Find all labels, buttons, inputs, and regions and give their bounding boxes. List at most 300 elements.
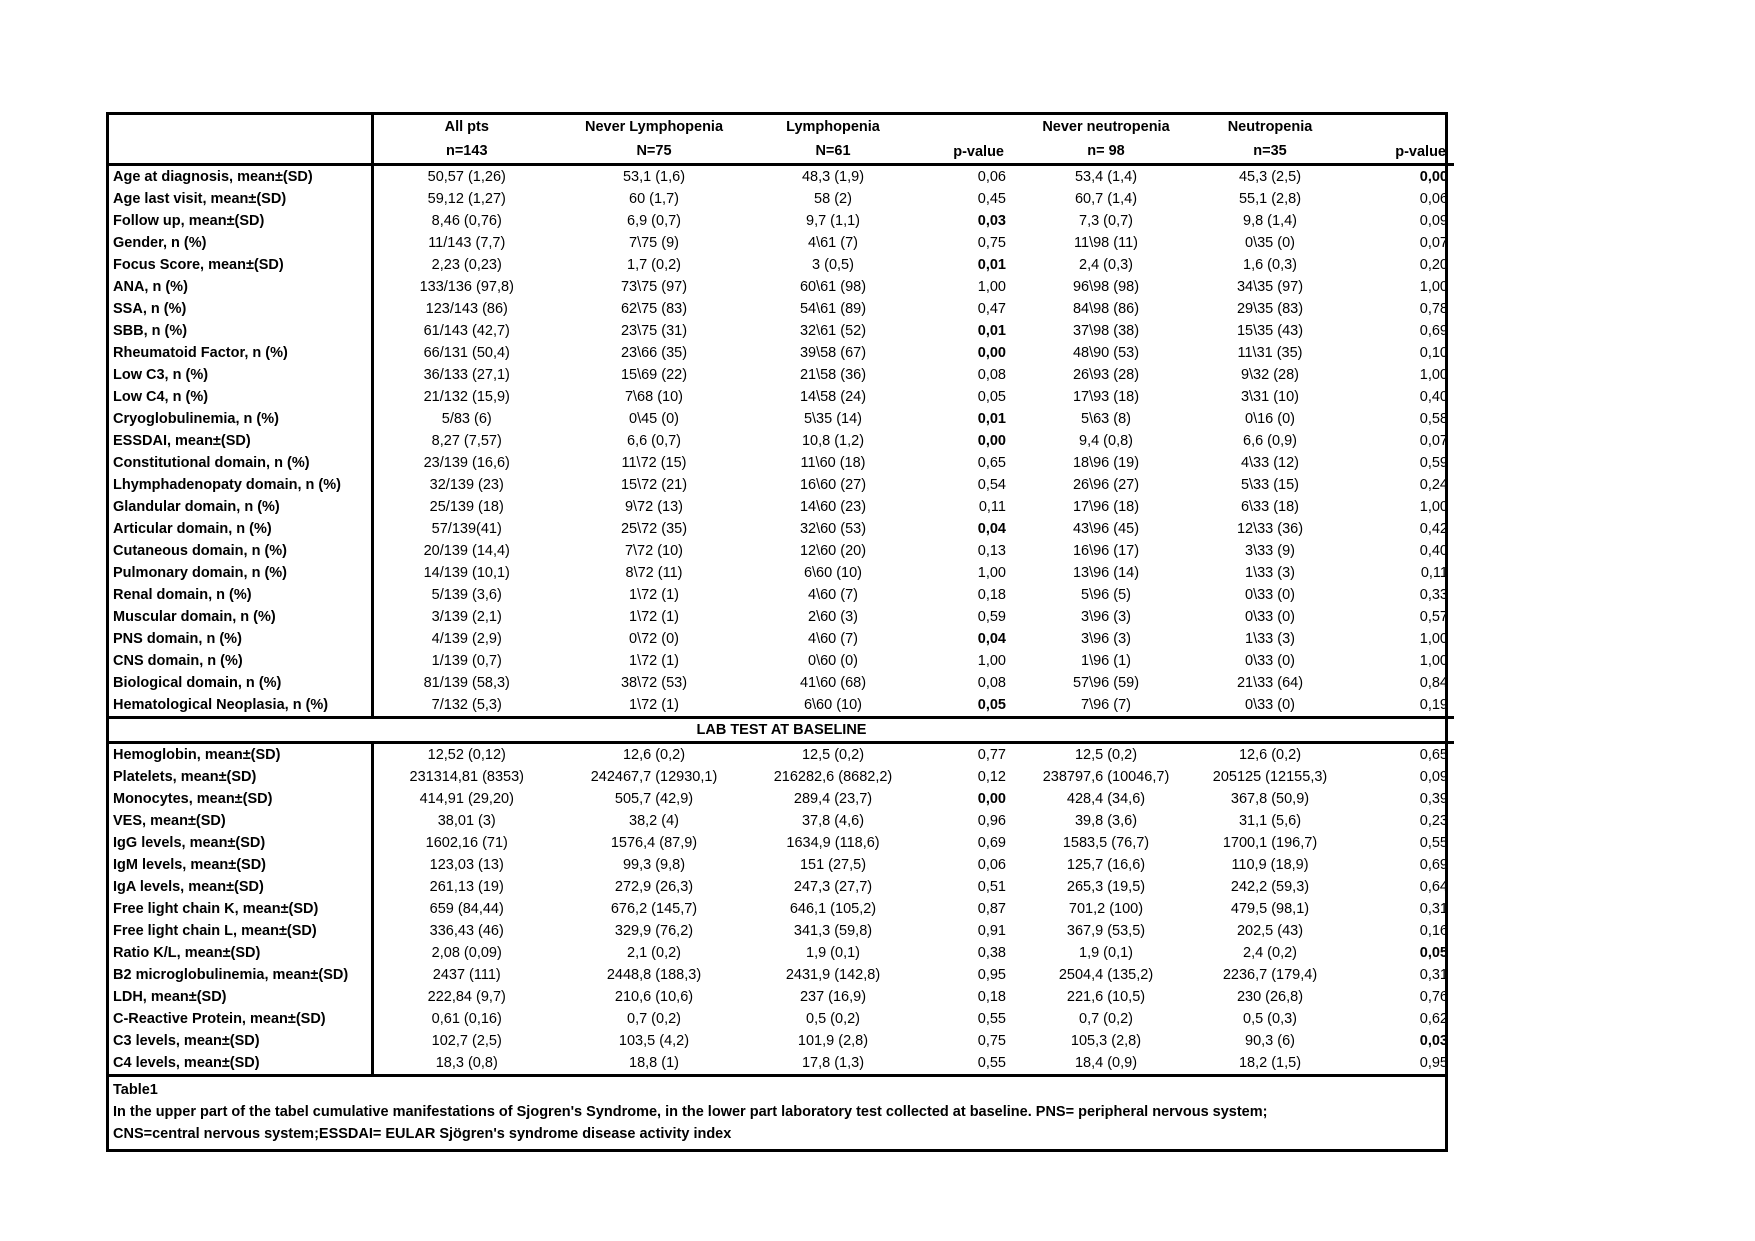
cell-lymphopenia: 5\35 (14) (803, 411, 863, 427)
row-label: Ratio K/L, mean±(SD) (109, 942, 372, 964)
cell-never-neutropenia: 12,5 (0,2) (1074, 747, 1138, 763)
cell-all-pts: 11/143 (7,7) (428, 235, 506, 251)
row-label: Low C4, n (%) (109, 386, 372, 408)
cell-never-neutropenia: 7\96 (7) (1081, 697, 1131, 713)
cell-p-value-neutro: 0,62 (1419, 1011, 1448, 1027)
row-label: IgM levels, mean±(SD) (109, 854, 372, 876)
cell-lymphopenia: 37,8 (4,6) (801, 813, 865, 829)
cell-lymphopenia: 12,5 (0,2) (801, 747, 865, 763)
cell-p-value-neutro: 0,03 (1419, 1033, 1448, 1049)
cell-never-neutropenia: 701,2 (100) (1068, 901, 1144, 917)
cell-all-pts: 261,13 (19) (429, 879, 504, 895)
table-row (109, 986, 1454, 1008)
cell-p-value-lymph: 0,75 (977, 235, 1006, 251)
row-label: Follow up, mean±(SD) (109, 210, 372, 232)
cell-never-lymphopenia: 272,9 (26,3) (614, 879, 694, 895)
cell-p-value-lymph: 0,00 (977, 791, 1006, 807)
table-row (109, 452, 1454, 474)
lower-section (109, 743, 1454, 1075)
table-row (109, 364, 1454, 386)
header-all-pts: All pts (444, 119, 489, 135)
cell-p-value-neutro: 0,00 (1419, 169, 1448, 185)
cell-all-pts: 2,23 (0,23) (431, 257, 502, 273)
row-label: C-Reactive Protein, mean±(SD) (109, 1008, 372, 1030)
table-row (109, 628, 1454, 650)
header-lymphopenia: Lymphopenia (786, 119, 880, 135)
cell-never-lymphopenia: 6,9 (0,7) (627, 213, 681, 229)
cell-p-value-lymph: 0,47 (977, 301, 1006, 317)
cell-lymphopenia: 32\61 (52) (799, 323, 867, 339)
header-blank-p1 (918, 115, 1012, 139)
cell-never-neutropenia: 428,4 (34,6) (1066, 791, 1146, 807)
row-label: VES, mean±(SD) (109, 810, 372, 832)
cell-all-pts: 12,52 (0,12) (427, 747, 506, 763)
cell-all-pts: 8,27 (7,57) (431, 433, 502, 449)
table-row (109, 496, 1454, 518)
header-p-value-1: p-value (918, 139, 1012, 165)
cell-p-value-lymph: 0,12 (977, 769, 1006, 785)
cell-p-value-lymph: 0,06 (977, 857, 1006, 873)
cell-all-pts: 18,3 (0,8) (435, 1055, 498, 1071)
cell-never-lymphopenia: 2,1 (0,2) (627, 945, 681, 961)
table-row (109, 766, 1454, 788)
cell-never-lymphopenia: 62\75 (83) (620, 301, 688, 317)
cell-never-neutropenia: 13\96 (14) (1072, 565, 1140, 581)
table-row (109, 788, 1454, 810)
row-label: Cryoglobulinemia, n (%) (109, 408, 372, 430)
cell-never-neutropenia: 84\98 (86) (1072, 301, 1140, 317)
cell-never-lymphopenia: 210,6 (10,6) (614, 989, 694, 1005)
cell-neutropenia: 12\33 (36) (1236, 521, 1304, 537)
cell-all-pts: 21/132 (15,9) (423, 389, 510, 405)
cell-never-lymphopenia: 12,6 (0,2) (622, 747, 686, 763)
cell-never-lymphopenia: 7\68 (10) (624, 389, 684, 405)
table-row (109, 584, 1454, 606)
header-n-neutro: n=35 (1200, 139, 1340, 165)
cell-lymphopenia: 646,1 (105,2) (789, 901, 877, 917)
row-label: ANA, n (%) (109, 276, 372, 298)
cell-lymphopenia: 151 (27,5) (799, 857, 867, 873)
cell-p-value-neutro: 0,64 (1419, 879, 1448, 895)
cell-p-value-neutro: 0,31 (1419, 901, 1448, 917)
cell-all-pts: 3/139 (2,1) (431, 609, 502, 625)
cell-never-neutropenia: 26\93 (28) (1072, 367, 1140, 383)
table-row (109, 1008, 1454, 1030)
cell-lymphopenia: 17,8 (1,3) (801, 1055, 865, 1071)
header-never-neutropenia: Never neutropenia (1042, 119, 1170, 135)
header-n-all: n=143 (372, 139, 560, 165)
section-title: LAB TEST AT BASELINE (109, 718, 1454, 743)
cell-neutropenia: 0,5 (0,3) (1243, 1011, 1297, 1027)
cell-lymphopenia: 39\58 (67) (799, 345, 867, 361)
cell-all-pts: 50,57 (1,26) (427, 169, 506, 185)
cell-never-lymphopenia: 0\72 (0) (629, 631, 679, 647)
row-label: Renal domain, n (%) (109, 584, 372, 606)
cell-p-value-neutro: 0,57 (1419, 609, 1448, 625)
cell-neutropenia: 29\35 (83) (1236, 301, 1304, 317)
cell-never-neutropenia: 17\96 (18) (1072, 499, 1140, 515)
table-row (109, 942, 1454, 964)
cell-p-value-lymph: 0,18 (977, 587, 1006, 603)
cell-never-neutropenia: 238797,6 (10046,7) (1042, 769, 1170, 785)
table-row (109, 854, 1454, 876)
cell-never-lymphopenia: 505,7 (42,9) (614, 791, 694, 807)
cell-never-lymphopenia: 7\75 (9) (629, 235, 679, 251)
cell-never-neutropenia: 43\96 (45) (1072, 521, 1140, 537)
table-row (109, 876, 1454, 898)
cell-p-value-lymph: 0,03 (977, 213, 1006, 229)
table-row (109, 320, 1454, 342)
cell-never-lymphopenia: 103,5 (4,2) (618, 1033, 690, 1049)
row-label: PNS domain, n (%) (109, 628, 372, 650)
row-label: C4 levels, mean±(SD) (109, 1052, 372, 1074)
row-label: Free light chain K, mean±(SD) (109, 898, 372, 920)
table-row (109, 672, 1454, 694)
cell-neutropenia: 18,2 (1,5) (1238, 1055, 1302, 1071)
row-label: Age last visit, mean±(SD) (109, 188, 372, 210)
cell-p-value-lymph: 0,08 (977, 367, 1006, 383)
cell-all-pts: 20/139 (14,4) (423, 543, 510, 559)
header-p-value-2: p-value (1340, 139, 1454, 165)
table-caption (109, 1074, 1445, 1149)
cell-all-pts: 659 (84,44) (429, 901, 504, 917)
cell-neutropenia: 205125 (12155,3) (1212, 769, 1328, 785)
cell-never-neutropenia: 96\98 (98) (1072, 279, 1140, 295)
cell-p-value-lymph: 0,11 (978, 499, 1006, 515)
cell-never-lymphopenia: 1576,4 (87,9) (610, 835, 698, 851)
cell-p-value-lymph: 0,75 (977, 1033, 1006, 1049)
cell-p-value-lymph: 0,69 (977, 835, 1006, 851)
cell-neutropenia: 90,3 (6) (1245, 1033, 1295, 1049)
cell-lymphopenia: 1,9 (0,1) (806, 945, 860, 961)
cell-neutropenia: 1700,1 (196,7) (1222, 835, 1318, 851)
table-row (109, 165, 1454, 189)
cell-never-neutropenia: 57\96 (59) (1072, 675, 1140, 691)
cell-lymphopenia: 4\61 (7) (808, 235, 858, 251)
row-label: B2 microglobulinemia, mean±(SD) (109, 964, 372, 986)
cell-never-lymphopenia: 25\72 (35) (620, 521, 688, 537)
cell-never-lymphopenia: 15\72 (21) (620, 477, 688, 493)
cell-p-value-lymph: 0,01 (977, 257, 1006, 273)
cell-never-neutropenia: 26\96 (27) (1072, 477, 1140, 493)
cell-neutropenia: 367,8 (50,9) (1230, 791, 1310, 807)
header-blank-p2 (1340, 115, 1454, 139)
cell-neutropenia: 0\33 (0) (1245, 653, 1295, 669)
cell-p-value-neutro: 1,00 (1419, 631, 1448, 647)
cell-never-lymphopenia: 53,1 (1,6) (622, 169, 686, 185)
cell-neutropenia: 6\33 (18) (1240, 499, 1300, 515)
cell-neutropenia: 0\16 (0) (1245, 411, 1295, 427)
cell-p-value-neutro: 0,09 (1419, 769, 1448, 785)
cell-never-neutropenia: 16\96 (17) (1072, 543, 1140, 559)
cell-neutropenia: 12,6 (0,2) (1238, 747, 1302, 763)
cell-p-value-lymph: 0,04 (977, 521, 1006, 537)
caption-title: Table1 (113, 1082, 158, 1098)
table-row (109, 650, 1454, 672)
cell-all-pts: 5/139 (3,6) (431, 587, 502, 603)
cell-never-neutropenia: 5\63 (8) (1081, 411, 1131, 427)
cell-p-value-lymph: 0,55 (977, 1055, 1006, 1071)
cell-never-neutropenia: 17\93 (18) (1072, 389, 1140, 405)
cell-p-value-lymph: 0,77 (977, 747, 1006, 763)
cell-neutropenia: 0\33 (0) (1245, 697, 1295, 713)
cell-lymphopenia: 3 (0,5) (812, 257, 854, 273)
row-label: Cutaneous domain, n (%) (109, 540, 372, 562)
header-row-1 (109, 115, 1454, 139)
header-n-never-neutro: n= 98 (1012, 139, 1200, 165)
cell-p-value-lymph: 0,95 (977, 967, 1006, 983)
cell-p-value-lymph: 0,45 (977, 191, 1006, 207)
cell-lymphopenia: 289,4 (23,7) (793, 791, 873, 807)
table-row (109, 430, 1454, 452)
caption-line-2: CNS=central nervous system;ESSDAI= EULAR Sjögren's syndrome disease activity index (113, 1126, 732, 1142)
table-row (109, 964, 1454, 986)
cell-p-value-lymph: 0,05 (977, 389, 1006, 405)
cell-all-pts: 38,01 (3) (437, 813, 496, 829)
cell-p-value-lymph: 0,08 (977, 675, 1006, 691)
cell-p-value-lymph: 0,04 (977, 631, 1006, 647)
cell-never-lymphopenia: 1\72 (1) (629, 609, 679, 625)
table-row (109, 810, 1454, 832)
cell-lymphopenia: 0,5 (0,2) (806, 1011, 860, 1027)
table-row (109, 298, 1454, 320)
cell-all-pts: 5/83 (6) (441, 411, 492, 427)
cell-p-value-lymph: 0,01 (977, 411, 1006, 427)
cell-p-value-neutro: 0,42 (1419, 521, 1448, 537)
row-label: IgG levels, mean±(SD) (109, 832, 372, 854)
cell-lymphopenia: 2431,9 (142,8) (785, 967, 881, 983)
table-row (109, 386, 1454, 408)
cell-all-pts: 0,61 (0,16) (431, 1011, 502, 1027)
cell-lymphopenia: 6\60 (10) (803, 565, 863, 581)
cell-p-value-lymph: 0,96 (977, 813, 1006, 829)
row-label: Constitutional domain, n (%) (109, 452, 372, 474)
cell-p-value-neutro: 0,05 (1419, 945, 1448, 961)
cell-p-value-lymph: 0,59 (977, 609, 1006, 625)
cell-all-pts: 14/139 (10,1) (423, 565, 510, 581)
cell-neutropenia: 230 (26,8) (1236, 989, 1304, 1005)
cell-p-value-neutro: 0,95 (1419, 1055, 1448, 1071)
cell-never-lymphopenia: 1\72 (1) (629, 697, 679, 713)
cell-lymphopenia: 58 (2) (814, 191, 852, 207)
cell-lymphopenia: 216282,6 (8682,2) (773, 769, 893, 785)
cell-all-pts: 8,46 (0,76) (431, 213, 502, 229)
cell-all-pts: 231314,81 (8353) (409, 769, 524, 785)
data-table (109, 115, 1454, 1074)
cell-p-value-lymph: 1,00 (977, 565, 1006, 581)
table-row (109, 1030, 1454, 1052)
cell-never-lymphopenia: 676,2 (145,7) (610, 901, 698, 917)
cell-p-value-lymph: 1,00 (977, 279, 1006, 295)
cell-all-pts: 102,7 (2,5) (431, 1033, 502, 1049)
row-label: Pulmonary domain, n (%) (109, 562, 372, 584)
cell-p-value-lymph: 0,87 (977, 901, 1006, 917)
row-label: Rheumatoid Factor, n (%) (109, 342, 372, 364)
cell-never-lymphopenia: 99,3 (9,8) (622, 857, 686, 873)
table-row (109, 232, 1454, 254)
cell-p-value-neutro: 0,78 (1419, 301, 1448, 317)
cell-never-neutropenia: 60,7 (1,4) (1074, 191, 1138, 207)
cell-never-lymphopenia: 73\75 (97) (620, 279, 688, 295)
cell-never-neutropenia: 3\96 (3) (1081, 609, 1131, 625)
cell-p-value-neutro: 0,69 (1419, 323, 1448, 339)
cell-neutropenia: 2236,7 (179,4) (1222, 967, 1318, 983)
cell-all-pts: 123/143 (86) (425, 301, 508, 317)
cell-neutropenia: 202,5 (43) (1236, 923, 1304, 939)
cell-p-value-neutro: 0,39 (1419, 791, 1448, 807)
row-label: Focus Score, mean±(SD) (109, 254, 372, 276)
cell-never-neutropenia: 367,9 (53,5) (1066, 923, 1146, 939)
cell-p-value-neutro: 0,84 (1419, 675, 1448, 691)
cell-never-neutropenia: 11\98 (11) (1074, 235, 1138, 251)
cell-never-lymphopenia: 23\66 (35) (620, 345, 688, 361)
cell-all-pts: 222,84 (9,7) (427, 989, 506, 1005)
section-divider (109, 718, 1454, 743)
cell-lymphopenia: 12\60 (20) (799, 543, 867, 559)
cell-all-pts: 1602,16 (71) (425, 835, 508, 851)
cell-neutropenia: 242,2 (59,3) (1230, 879, 1310, 895)
cell-neutropenia: 6,6 (0,9) (1243, 433, 1297, 449)
row-label: Lhymphadenopaty domain, n (%) (109, 474, 372, 496)
cell-lymphopenia: 4\60 (7) (808, 631, 858, 647)
cell-never-neutropenia: 221,6 (10,5) (1066, 989, 1146, 1005)
cell-never-neutropenia: 7,3 (0,7) (1079, 213, 1133, 229)
cell-p-value-neutro: 0,16 (1419, 923, 1448, 939)
table-row (109, 898, 1454, 920)
cell-neutropenia: 479,5 (98,1) (1230, 901, 1310, 917)
cell-never-lymphopenia: 1\72 (1) (629, 587, 679, 603)
caption-line-1: In the upper part of the tabel cumulative manifestations of Sjogren's Syndrome, in the lower part laboratory test collected at baseline. PNS= peripheral nervous system; (113, 1104, 1268, 1120)
cell-never-lymphopenia: 1\72 (1) (629, 653, 679, 669)
cell-p-value-lymph: 0,54 (977, 477, 1006, 493)
cell-all-pts: 25/139 (18) (429, 499, 504, 515)
cell-never-neutropenia: 3\96 (3) (1081, 631, 1131, 647)
cell-p-value-lymph: 0,00 (977, 433, 1006, 449)
row-label: Hemoglobin, mean±(SD) (109, 743, 372, 767)
cell-p-value-neutro: 0,23 (1419, 813, 1448, 829)
cell-lymphopenia: 101,9 (2,8) (797, 1033, 869, 1049)
cell-p-value-neutro: 0,33 (1419, 587, 1448, 603)
cell-p-value-neutro: 0,11 (1420, 565, 1448, 581)
row-label: Low C3, n (%) (109, 364, 372, 386)
cell-lymphopenia: 16\60 (27) (799, 477, 867, 493)
header-neutropenia: Neutropenia (1227, 119, 1313, 135)
cell-never-lymphopenia: 0,7 (0,2) (627, 1011, 681, 1027)
cell-p-value-lymph: 1,00 (977, 653, 1006, 669)
cell-p-value-lymph: 0,00 (977, 345, 1006, 361)
cell-lymphopenia: 11\60 (18) (800, 455, 866, 471)
cell-lymphopenia: 41\60 (68) (799, 675, 867, 691)
table-document (106, 112, 1448, 1152)
cell-p-value-neutro: 0,58 (1419, 411, 1448, 427)
cell-p-value-lymph: 0,18 (977, 989, 1006, 1005)
cell-never-lymphopenia: 15\69 (22) (620, 367, 688, 383)
table-row (109, 540, 1454, 562)
cell-never-neutropenia: 5\96 (5) (1081, 587, 1131, 603)
cell-all-pts: 4/139 (2,9) (431, 631, 502, 647)
cell-neutropenia: 0\33 (0) (1245, 609, 1295, 625)
cell-never-lymphopenia: 1,7 (0,2) (627, 257, 681, 273)
cell-lymphopenia: 32\60 (53) (799, 521, 867, 537)
cell-neutropenia: 5\33 (15) (1240, 477, 1300, 493)
cell-p-value-lymph: 0,65 (977, 455, 1006, 471)
row-label: Free light chain L, mean±(SD) (109, 920, 372, 942)
cell-never-lymphopenia: 38,2 (4) (629, 813, 679, 829)
cell-all-pts: 57/139(41) (431, 521, 502, 537)
cell-neutropenia: 11\31 (35) (1237, 345, 1303, 361)
cell-p-value-neutro: 0,76 (1419, 989, 1448, 1005)
table-row (109, 832, 1454, 854)
cell-neutropenia: 21\33 (64) (1236, 675, 1304, 691)
table-row (109, 920, 1454, 942)
cell-all-pts: 336,43 (46) (429, 923, 504, 939)
table-row (109, 518, 1454, 540)
cell-p-value-lymph: 0,13 (977, 543, 1006, 559)
table-row (109, 694, 1454, 718)
cell-p-value-neutro: 0,09 (1419, 213, 1448, 229)
cell-never-neutropenia: 2,4 (0,3) (1079, 257, 1133, 273)
cell-lymphopenia: 341,3 (59,8) (793, 923, 873, 939)
table-row (109, 276, 1454, 298)
cell-never-lymphopenia: 38\72 (53) (620, 675, 688, 691)
cell-p-value-lymph: 0,55 (977, 1011, 1006, 1027)
row-label: Monocytes, mean±(SD) (109, 788, 372, 810)
cell-all-pts: 66/131 (50,4) (423, 345, 510, 361)
cell-all-pts: 1/139 (0,7) (431, 653, 502, 669)
cell-neutropenia: 2,4 (0,2) (1243, 945, 1297, 961)
cell-lymphopenia: 6\60 (10) (803, 697, 863, 713)
cell-all-pts: 133/136 (97,8) (419, 279, 514, 295)
cell-all-pts: 61/143 (42,7) (423, 323, 510, 339)
cell-never-lymphopenia: 2448,8 (188,3) (606, 967, 702, 983)
row-label: C3 levels, mean±(SD) (109, 1030, 372, 1052)
cell-neutropenia: 4\33 (12) (1240, 455, 1300, 471)
cell-never-neutropenia: 125,7 (16,6) (1066, 857, 1146, 873)
header-corner-2 (109, 139, 372, 165)
cell-never-neutropenia: 53,4 (1,4) (1074, 169, 1138, 185)
cell-all-pts: 36/133 (27,1) (423, 367, 510, 383)
cell-never-lymphopenia: 60 (1,7) (629, 191, 679, 207)
cell-never-lymphopenia: 11\72 (15) (621, 455, 687, 471)
row-label: Platelets, mean±(SD) (109, 766, 372, 788)
cell-p-value-lymph: 0,51 (977, 879, 1006, 895)
cell-neutropenia: 0\35 (0) (1245, 235, 1295, 251)
cell-p-value-lymph: 0,01 (977, 323, 1006, 339)
row-label: SSA, n (%) (109, 298, 372, 320)
cell-p-value-neutro: 1,00 (1419, 367, 1448, 383)
cell-p-value-neutro: 0,10 (1419, 345, 1448, 361)
cell-never-neutropenia: 1,9 (0,1) (1079, 945, 1133, 961)
cell-never-lymphopenia: 242467,7 (12930,1) (590, 769, 718, 785)
cell-neutropenia: 31,1 (5,6) (1238, 813, 1302, 829)
cell-never-neutropenia: 0,7 (0,2) (1079, 1011, 1133, 1027)
row-label: Age at diagnosis, mean±(SD) (109, 165, 372, 189)
row-label: Biological domain, n (%) (109, 672, 372, 694)
cell-never-neutropenia: 18\96 (19) (1072, 455, 1140, 471)
cell-never-lymphopenia: 0\45 (0) (629, 411, 679, 427)
cell-p-value-neutro: 0,20 (1419, 257, 1448, 273)
cell-p-value-neutro: 0,19 (1419, 697, 1448, 713)
cell-never-neutropenia: 37\98 (38) (1072, 323, 1140, 339)
row-label: Gender, n (%) (109, 232, 372, 254)
table-row (109, 743, 1454, 767)
cell-never-lymphopenia: 6,6 (0,7) (627, 433, 681, 449)
row-label: Glandular domain, n (%) (109, 496, 372, 518)
cell-never-neutropenia: 9,4 (0,8) (1079, 433, 1133, 449)
cell-never-neutropenia: 48\90 (53) (1072, 345, 1140, 361)
cell-lymphopenia: 14\58 (24) (799, 389, 867, 405)
cell-never-lymphopenia: 18,8 (1) (629, 1055, 679, 1071)
